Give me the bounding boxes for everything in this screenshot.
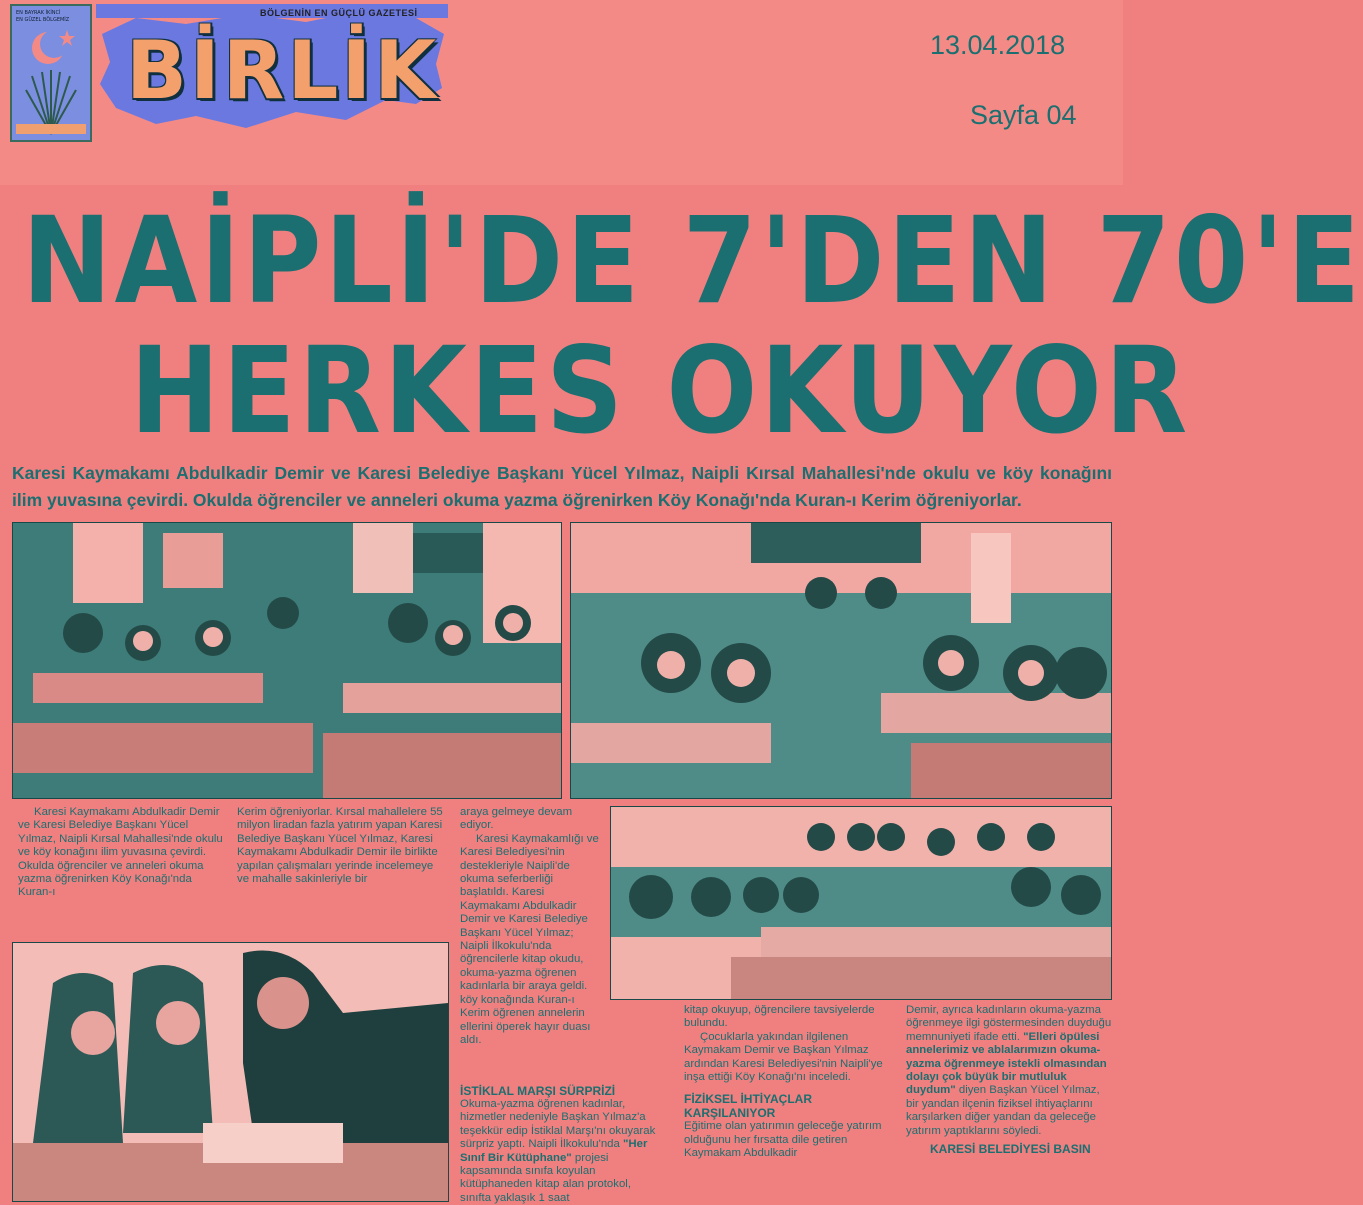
issue-date: 13.04.2018 [930,30,1066,60]
lead-paragraph: Karesi Kaymakamı Abdulkadir Demir ve Karesi Belediye Başkanı Yücel Yılmaz, Naipli Kırsal Mahallesi'nde okulu ve köy konağını ilim yuvasına çevirdi. Okulda öğrenciler ve anneleri okuma yazma öğrenirken Köy Konağı'nda Kuran-ı Kerim öğreniyorlar. [12,463,1112,510]
column-5-text-2: diyen Başkan Yücel Yılmaz, bir yandan ilçenin fiziksel ihtiyaçlarını karşılarken diğer yandan da geleceğe yatırım yaptıklarını söyledi. [906,1084,1100,1137]
column-3-paragraph-3 [460,1098,665,1205]
logo-small-text-1: EN BAYRAK İKİNCİ [16,10,61,16]
column-4-paragraph-2: Çocuklarla yakından ilgilenen Kaymakam Demir ve Başkan Yılmaz ardından Karesi Belediyesi'nin Naipli'ye inşa ettiği Köy Konağı'nı inceledi. [684,1030,883,1084]
column-5-text-1: Demir, ayrıca kadınların okuma-yazma öğrenmeye ilgi göstermesinden duyduğu memnuniyeti ifade etti. [906,1004,1112,1043]
column-3-paragraph-1: araya gelmeye devam ediyor. [460,806,573,832]
photo-classroom-children [12,522,562,799]
logo-emblem [10,4,92,142]
column-4-paragraph-1: kitap okuyup, öğrencilere tavsiyelerde bulundu. [684,1004,875,1030]
subhead-istiklal: İSTİKLAL MARŞI SÜRPRİZİ [460,1084,616,1098]
subhead-fiziksel-2: KARŞILANIYOR [684,1106,776,1121]
press-credit: KARESİ BELEDİYESİ BASIN [930,1142,1091,1157]
column-5 [906,1004,1114,1156]
brand-tagline: BÖLGENİN EN GÜÇLÜ GAZETESİ [260,8,418,18]
brand-name: BİRLİK [126,24,440,117]
column-4 [684,1004,894,1161]
logo-small-text-2: EN GÜZEL BÖLGEMİZ [16,17,70,23]
column-1-paragraph: Karesi Kaymakamı Abdulkadir Demir ve Karesi Belediye Başkanı Yücel Yılmaz, Naipli Kırsal Mahallesi'nde okulu ve köy konağını ilim yuvasına çevirdi. Okulda öğrenciler ve anneleri okuma yazma öğrenirken Köy Konağı'nda Kuran-ı [18,806,223,899]
istiklal-text-1: Okuma-yazma öğrenen kadınlar, hizmetler nedeniyle Başkan Yılmaz'a teşekkür edip İstiklal Marşı'nı okuyarak sürpriz yaptı. Naipli İlkokulu'nda [460,1098,656,1151]
istiklal-text-2: projesi kapsamında sınıfa koyulan kütüphaneden kitap alan protokol, sınıfta yaklaşık 1 saat [460,1151,631,1204]
column-1 [18,806,223,900]
mayor-quote: "Elleri öpülesi annelerimiz ve ablalarımızın okuma-yazma öğrenmeye istekli olmasından dolayı çok büyük bir mutluluk duydum" [906,1030,1107,1097]
photo-group-women [610,806,1112,1000]
project-name: "Her Sınıf Bir Kütüphane" [460,1138,648,1164]
photo-hand-kiss [12,942,449,1202]
headline-line-2: HERKES OKUYOR [130,322,1191,461]
headline-line-1: NAİPLİ'DE 7'DEN 70'E [22,192,1363,331]
masthead [96,4,448,140]
photo-classroom-women [570,522,1112,799]
column-5-paragraph [906,1004,1114,1138]
column-2 [237,806,447,886]
page-number: Sayfa 04 [970,100,1077,130]
crescent-star-icon [12,6,90,140]
column-3-lower [460,1084,665,1205]
column-3 [460,806,602,1047]
subhead-fiziksel-1: FİZİKSEL İHTİYAÇLAR [684,1092,813,1107]
column-3-paragraph-2: Karesi Kaymakamlığı ve Karesi Belediyesi'nin destekleriyle Naipli'de okuma seferberliği başlatıldı. Karesi Kaymakamı Abdulkadir Demir ve Karesi Belediye Başkanı Yücel Yılmaz; Naipli İlkokulu'nda öğrencilerle kitap okudu, okuma-yazma öğrenen kadınlarla bir araya geldi. köy konağında Kuran-ı Kerim öğrenen annelerin ellerini öperek hayır duası aldı. [460,832,599,1046]
column-2-paragraph: Kerim öğreniyorlar. Kırsal mahallelere 55 milyon liradan fazla yatırım yapan Karesi Belediye Başkanı Yücel Yılmaz, Karesi Kaymakamı Abdulkadir Demir ile birlikte yapılan çalışmaları yerinde incelemeye ve mahalle sakinleriyle bir [237,806,443,886]
column-4-paragraph-3: Eğitime olan yatırımın geleceğe yatırım olduğunu her fırsatta dile getiren Kaymakam Abdulkadir [684,1120,882,1160]
